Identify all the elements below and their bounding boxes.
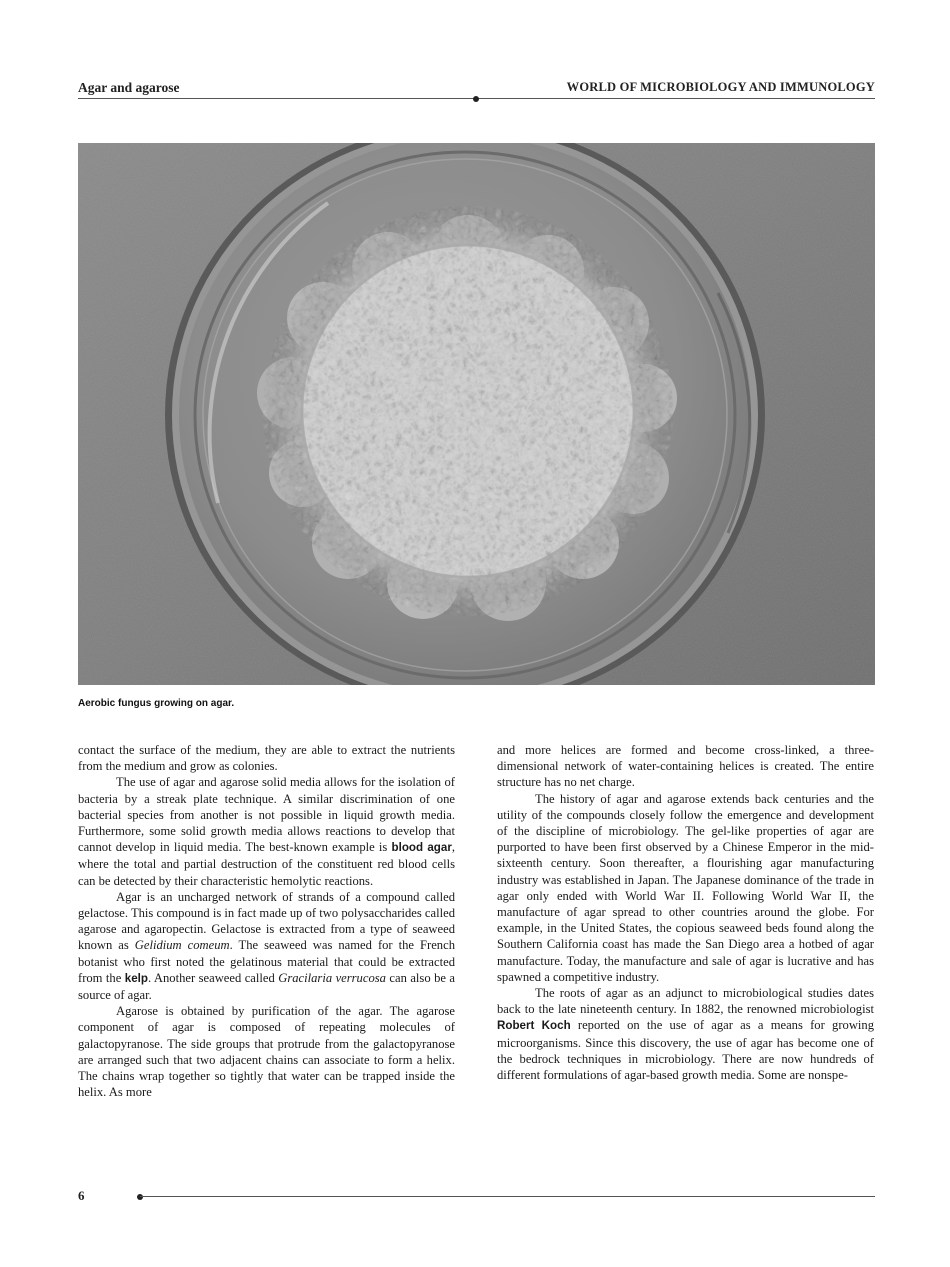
keyword-kelp: kelp — [124, 971, 148, 985]
running-header-left: Agar and agarose — [78, 80, 180, 95]
keyword-blood-agar: blood agar — [391, 841, 452, 855]
text-run: . The seaweed was named for the French botanist who first noted the gelatinous material that could be extracted from the — [78, 938, 455, 985]
petri-dish-photo — [78, 143, 875, 685]
text-run: , where the total and partial destruction of the constituent red blood cells can be detected by their characteristic hemolytic reactions. — [78, 840, 456, 888]
paragraph: The history of agar and agarose extends back centuries and the utility of the compounds closely follow the emergence and development of the discipline of microbiology. The gel-like properties of agar are purported to have been first observed by a Chinese Emperor in the mid-sixteenth century. Soon thereafter, a flourishing agar manufacturing industry was established in Japan. The Japanese dominance of the trade in agar only ended with World War II. Following World War II, the manufacture of agar spread to other countries around the globe. For example, in the United States, the copious seaweed beds found along the Southern California coast has made the San Diego area a hotbed of agar manufacture. Today, the manufacture and sale of agar is lucrative and has spawned a competitive industry. — [497, 791, 874, 984]
text-column-left — [78, 742, 455, 1100]
footer-rule — [140, 1196, 875, 1197]
text-run: The roots of agar as an adjunct to microbiological studies dates back to the late nineteenth century. In 1882, the renowned microbiologist — [497, 986, 874, 1017]
paragraph — [78, 889, 455, 1003]
paragraph: Agarose is obtained by purification of the agar. The agarose component of agar is composed of repeating molecules of galactopyranose. The side groups that protrude from the galactopyranose are arranged such that two adjacent chains can associate to form a helix. The chains wrap together so tightly that water can be trapped inside the helix. As more — [78, 1004, 455, 1100]
text-run: Agar is an uncharged network of strands of a compound called gelactose. This compound is in fact made up of two polysaccharides called agarose and agaropectin. Gelactose is extracted from a type of seaweed known as — [78, 889, 455, 953]
species-name: Gelidium comeum — [134, 938, 230, 953]
header-rule-dot — [473, 96, 479, 102]
figure-caption: Aerobic fungus growing on agar. — [78, 698, 235, 709]
text-run: reported on the use of agar as a means for growing microorganisms. Since this discovery, the use of agar has become one of the bedrock techniques in microbiology. There are now hundreds of different formulations of agar-based growth media. Some are nonspe- — [497, 1018, 875, 1083]
running-header-right: WORLD OF MICROBIOLOGY AND IMMUNOLOGY — [566, 80, 875, 94]
text-run: can also be a source of agar. — [78, 970, 456, 1003]
paragraph: and more helices are formed and become cross-linked, a three-dimensional network of water-containing helices is created. The entire structure has no net charge. — [497, 743, 874, 790]
footer-rule-dot — [137, 1194, 143, 1200]
paragraph — [78, 774, 455, 888]
species-name: Gracilaria verrucosa — [278, 970, 386, 985]
keyword-robert-koch: Robert Koch — [497, 1019, 571, 1033]
page-number: 6 — [78, 1188, 85, 1203]
text-column-right — [497, 742, 874, 1083]
text-run: . Another seaweed called — [147, 970, 279, 985]
text-run: The use of agar and agarose solid media allows for the isolation of bacteria by a streak plate technique. A similar discrimination of one bacterial species from another is not possible in liquid growth media. Furthermore, some solid growth media allows reactions to develop that cannot develop in liquid media. The best-known example is — [78, 775, 455, 855]
paragraph — [497, 985, 874, 1083]
paragraph: contact the surface of the medium, they are able to extract the nutrients from the medium and grow as colonies. — [78, 743, 455, 774]
